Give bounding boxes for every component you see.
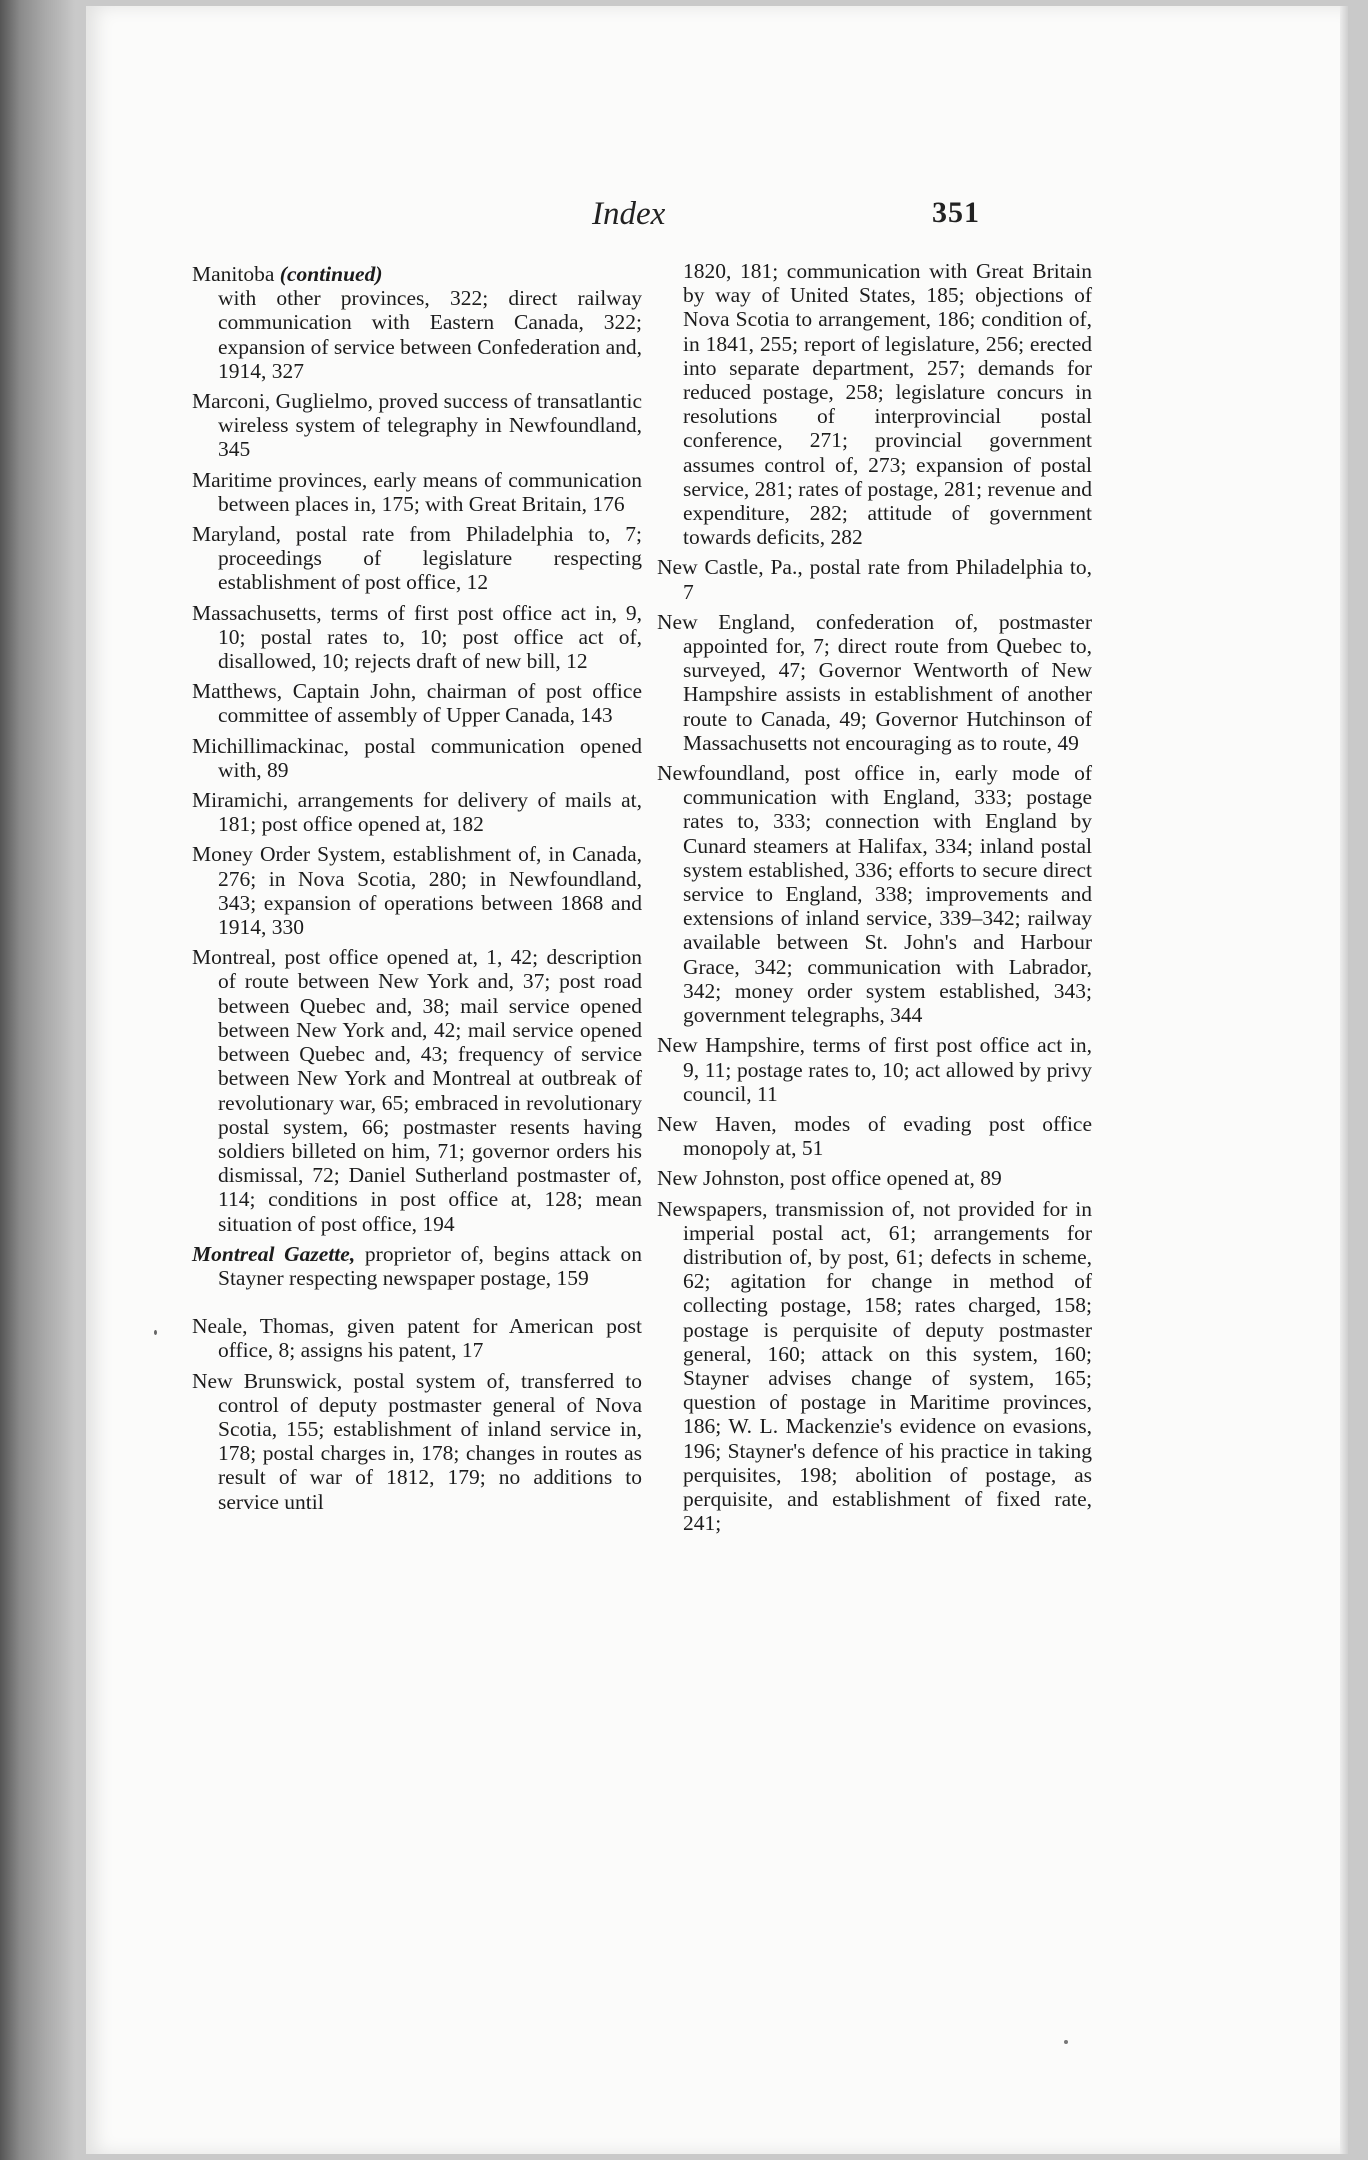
entry-italic-suffix: (continued) <box>279 262 383 286</box>
index-entry: Massachusetts, terms of first post office act in, 9, 10; postal rates to, 10; post office act of, disallowed, 10; rejects draft of new bill, 12 <box>192 600 642 674</box>
index-entry: Maryland, postal rate from Philadelphia to, 7; proceedings of legislature respecting establishment of post office, 12 <box>192 522 642 595</box>
index-entry <box>192 1242 642 1290</box>
index-column-right <box>657 259 1092 1541</box>
entry-text: Manitoba <box>192 262 280 286</box>
index-entry: Marconi, Guglielmo, proved success of transatlantic wireless system of telegraphy in Newfoundland, 345 <box>192 389 642 462</box>
entry-text: proprietor of, begins attack on Stayner respecting newspaper postage, 159 <box>218 1241 642 1290</box>
index-column-left <box>192 262 642 1520</box>
index-entry: New England, confederation of, postmaster appointed for, 7; direct route from Quebec to, surveyed, 47; Governor Wentworth of New Hampshire assists in establishment of another route to Canada, 49; Governor Hutchinson of Massachusetts not encouraging as to route, 49 <box>657 609 1092 755</box>
index-entry: Matthews, Captain John, chairman of post office committee of assembly of Upper Canada, 143 <box>192 679 642 728</box>
running-head-title: Index <box>592 196 666 232</box>
index-entry: New Castle, Pa., postal rate from Philadelphia to, 7 <box>657 555 1092 604</box>
index-entry: Michillimackinac, postal communication opened with, 89 <box>192 733 642 782</box>
index-entry: New Hampshire, terms of first post office act in, 9, 11; postage rates to, 10; act allowed by privy council, 11 <box>657 1033 1092 1106</box>
index-entry: Money Order System, establishment of, in Canada, 276; in Nova Scotia, 280; in Newfoundland, 343; expansion of operations between 1868 and 1914, 330 <box>192 842 642 940</box>
page-number: 351 <box>932 196 980 229</box>
entry-italic-prefix: Montreal Gazette, <box>192 1241 356 1266</box>
paper-speck <box>154 1330 157 1335</box>
index-entry: New Brunswick, postal system of, transferred to control of deputy postmaster general of Nova Scotia, 155; establishment of inland service in, 178; postal charges in, 178; changes in routes as result of war of 1812, 179; no additions to service until <box>192 1368 642 1514</box>
index-subentry: with other provinces, 322; direct railway communication with Eastern Canada, 322; expansion of service between Confederation and, 1914, 327 <box>218 286 642 383</box>
index-entry-continued: 1820, 181; communication with Great Britain by way of United States, 185; objections of Nova Scotia to arrangement, 186; condition of, in 1841, 255; report of legislature, 256; erected into separate department, 257; demands for reduced postage, 258; legislature concurs in resolutions of interprovincial postal conference, 271; provincial government assumes control of, 273; expansion of postal service, 281; rates of postage, 281; revenue and expenditure, 282; attitude of government towards deficits, 282 <box>683 259 1092 550</box>
index-entry: New Johnston, post office opened at, 89 <box>657 1166 1002 1191</box>
paper-speck <box>1064 2040 1068 2044</box>
index-entry <box>192 262 642 286</box>
index-entry: Miramichi, arrangements for delivery of mails at, 181; post office opened at, 182 <box>192 788 642 837</box>
index-entry: New Haven, modes of evading post office monopoly at, 51 <box>657 1111 1092 1161</box>
index-entry: Neale, Thomas, given patent for American post office, 8; assigns his patent, 17 <box>192 1314 642 1363</box>
index-entry: Newspapers, transmission of, not provided for in imperial postal act, 61; arrangements for distribution of, by post, 61; defects in scheme, 62; agitation for change in method of collecting postage, 158; rates charged, 158; postage is perquisite of deputy postmaster general, 160; attack on this system, 160; Stayner advises change of system, 165; question of postage in Maritime provinces, 186; W. L. Mackenzie's evidence on evasions, 196; Stayner's defence of his practice in taking perquisites, 198; abolition of postage, as perquisite, and establishment of fixed rate, 241; <box>657 1196 1092 1536</box>
index-entry: Newfoundland, post office in, early mode of communication with England, 333; postage rates to, 333; connection with England by Cunard steamers at Halifax, 334; inland postal system established, 336; efforts to secure direct service to England, 338; improvements and extensions of inland service, 339–342; railway available between St. John's and Harbour Grace, 342; communication with Labrador, 342; money order system established, 343; government telegraphs, 344 <box>657 761 1092 1028</box>
index-entry: Montreal, post office opened at, 1, 42; description of route between New York and, 37; post road between Quebec and, 38; mail service opened between New York and, 42; mail service opened between Quebec and, 43; frequency of service between New York and Montreal at outbreak of revolutionary war, 65; embraced in revolutionary postal system, 66; postmaster resents having soldiers billeted on him, 71; governor orders his dismissal, 72; Daniel Sutherland postmaster of, 114; conditions in post office at, 128; mean situation of post office, 194 <box>192 945 642 1236</box>
paper-edge <box>1340 6 1348 2154</box>
index-entry: Maritime provinces, early means of communication between places in, 175; with Great Britain, 176 <box>192 467 642 516</box>
